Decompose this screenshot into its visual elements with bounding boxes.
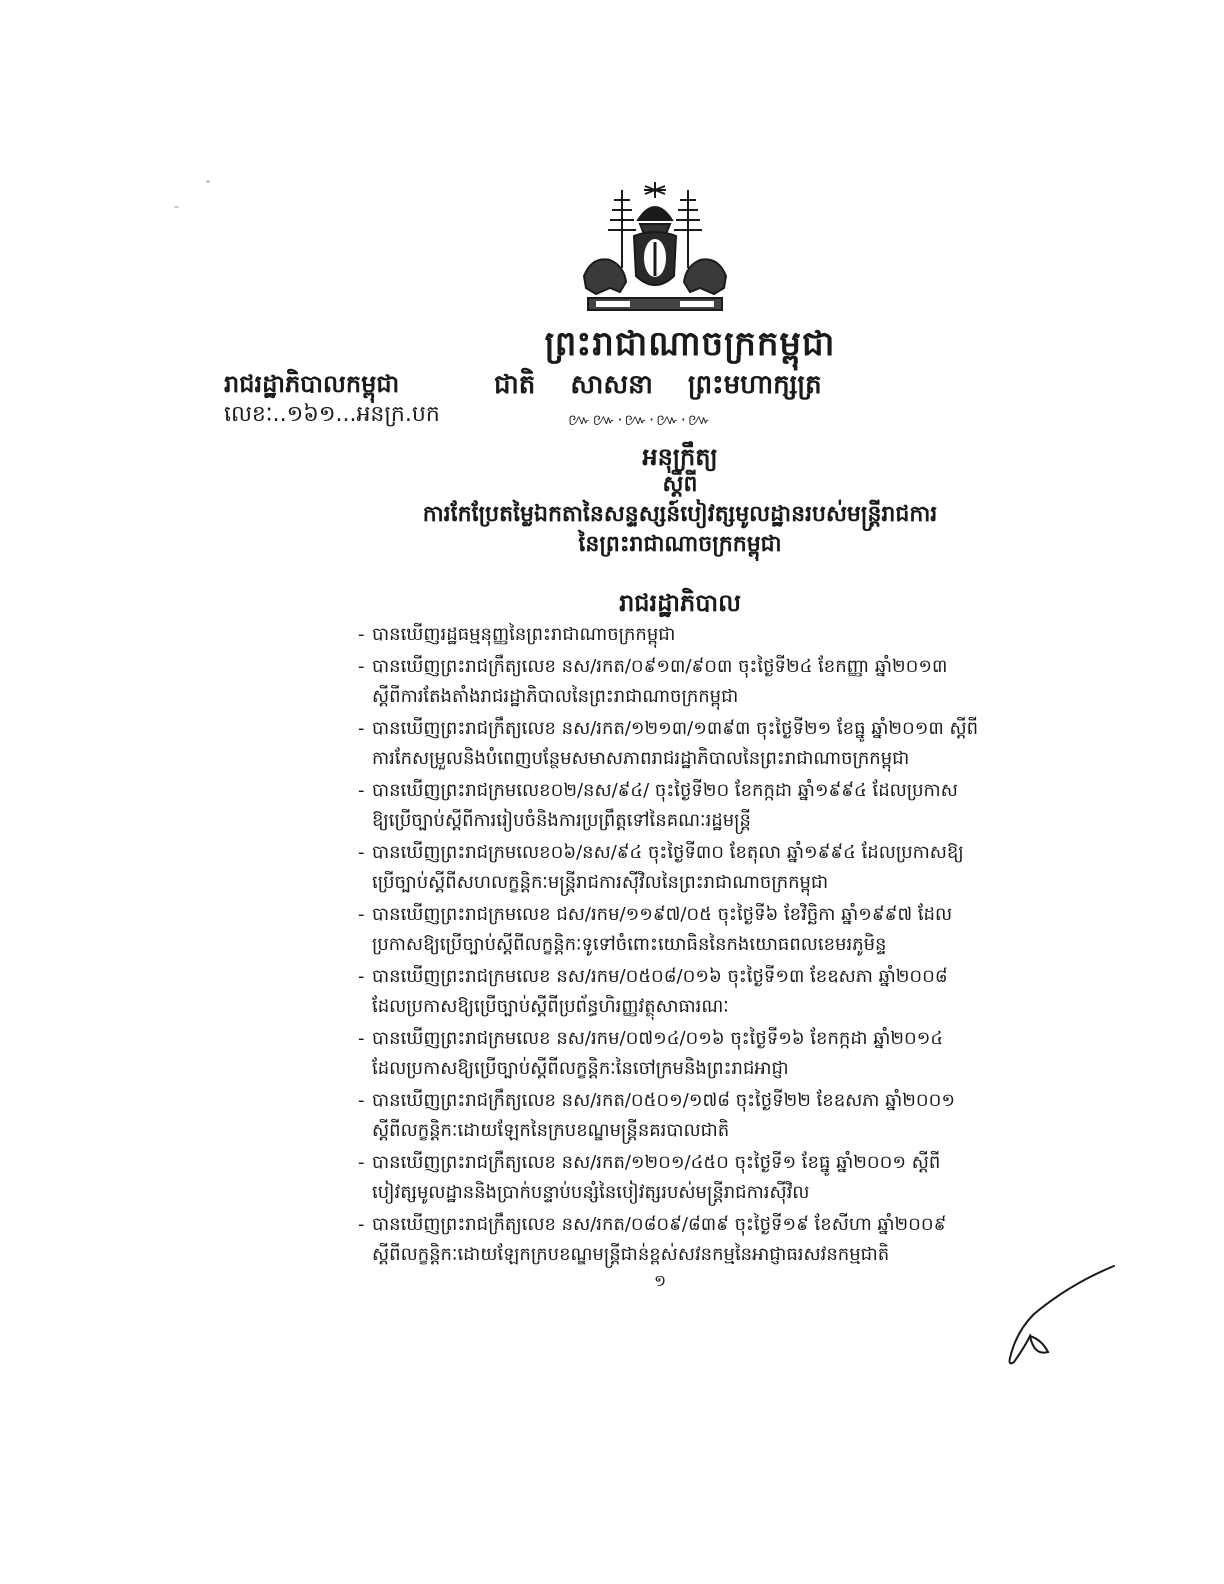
consideration-item	[358, 776, 1048, 836]
consideration-line: បៀវត្សមូលដ្ឋាននិងប្រាក់បន្ទាប់បន្សំនៃបៀវត្សរបស់មន្ត្រីរាជការស៊ីវិល	[372, 1182, 810, 1203]
considerations-list	[358, 620, 1048, 1272]
kingdom-title: ព្រះរាជាណាចក្រកម្ពុជា	[544, 324, 836, 364]
national-motto	[494, 368, 848, 406]
list-dash: -	[358, 780, 365, 801]
document-subject-line-2: នៃព្រះរាជាណាចក្រកម្ពុជា	[578, 532, 782, 557]
list-dash: -	[358, 1152, 365, 1173]
consideration-line: ស្តីពីលក្ខន្តិកៈដោយឡែកក្របខណ្ឌមន្ត្រីជាន់ខ្ពស់សវនកម្មនៃអាជ្ញាធរសវនកម្មជាតិ	[372, 1244, 890, 1265]
consideration-item	[358, 962, 1048, 1022]
motto-religion: សាសនា	[570, 370, 653, 400]
consideration-item	[358, 714, 1048, 774]
list-dash: -	[358, 842, 365, 863]
consideration-line: ឱ្យប្រើច្បាប់ស្តីពីការរៀបចំនិងការប្រព្រឹត្តទៅនៃគណៈរដ្ឋមន្ត្រី	[372, 810, 751, 831]
list-dash: -	[358, 1028, 365, 1049]
list-dash: -	[358, 1090, 365, 1111]
consideration-item	[358, 620, 1048, 650]
ornamental-divider: ៚៚·៚·៚·៚	[568, 410, 713, 429]
consideration-line: ប្រកាសឱ្យប្រើច្បាប់ស្តីពីលក្ខន្តិកៈទូទៅចំពោះយោធិននៃកងយោធពលខេមរភូមិន្ទ	[372, 934, 887, 955]
consideration-line: បានឃើញព្រះរាជក្រឹត្យលេខ នស/រកត/១២១៣/១៣៩៣ ចុះថ្ងៃទី២១ ខែធ្នូ ឆ្នាំ២០១៣ ស្តីពី	[372, 718, 979, 739]
royal-arms-emblem	[574, 176, 736, 318]
handwritten-initials-signature	[990, 1262, 1120, 1372]
consideration-item	[358, 900, 1048, 960]
list-dash: -	[358, 656, 365, 677]
consideration-line: បានឃើញព្រះរាជក្រមលេខ នស/រកម/០៥០៨/០១៦ ចុះថ្ងៃទី១៣ ខែឧសភា ឆ្នាំ២០០៨	[372, 966, 948, 987]
scan-speck	[206, 180, 210, 183]
consideration-item	[358, 652, 1048, 712]
consideration-line: បានឃើញរដ្ឋធម្មនុញ្ញនៃព្រះរាជាណាចក្រកម្ពុជា	[372, 624, 676, 645]
consideration-line: បានឃើញព្រះរាជក្រឹត្យលេខ នស/រកត/០៩១៣/៩០៣ ចុះថ្ងៃទី២៤ ខែកញ្ញា ឆ្នាំ២០១៣	[372, 656, 948, 677]
consideration-line: បានឃើញព្រះរាជក្រឹត្យលេខ នស/រកត/១២០១/៤៥០ ចុះថ្ងៃទី១ ខែធ្នូ ឆ្នាំ២០០១ ស្តីពី	[372, 1152, 941, 1173]
scan-speck	[174, 206, 179, 208]
motto-nation: ជាតិ	[494, 370, 536, 400]
consideration-item	[358, 1024, 1048, 1084]
list-dash: -	[358, 718, 365, 739]
consideration-line: បានឃើញព្រះរាជក្រមលេខ០២/នស/៩៤/ ចុះថ្ងៃទី២០ ខែកក្កដា ឆ្នាំ១៩៩៤ ដែលប្រកាស	[372, 780, 958, 801]
document-about: ស្តីពី	[662, 472, 698, 497]
issuing-authority-heading: រាជរដ្ឋាភិបាល	[619, 589, 741, 617]
consideration-line: បានឃើញព្រះរាជក្រមលេខ០៦/នស/៩៤ ចុះថ្ងៃទី៣០ ខែតុលា ឆ្នាំ១៩៩៤ ដែលប្រកាសឱ្យ	[372, 842, 964, 863]
list-dash: -	[358, 966, 365, 987]
consideration-line: ការកែសម្រួលនិងបំពេញបន្ថែមសមាសភាពរាជរដ្ឋាភិបាលនៃព្រះរាជាណាចក្រកម្ពុជា	[372, 748, 910, 769]
page-number: ១	[654, 1271, 667, 1290]
consideration-line: ដែលប្រកាសឱ្យប្រើច្បាប់ស្តីពីប្រព័ន្ធហិរញ្ញវត្ថុសាធារណៈ	[372, 996, 729, 1017]
consideration-item	[358, 1086, 1048, 1146]
consideration-item	[358, 1210, 1048, 1270]
consideration-line: ដែលប្រកាសឱ្យប្រើច្បាប់ស្តីពីលក្ខន្តិកៈនៃចៅក្រមនិងព្រះរាជអាជ្ញា	[372, 1058, 789, 1079]
issuing-government: រាជរដ្ឋាភិបាលកម្ពុជា	[224, 370, 400, 398]
consideration-line: បានឃើញព្រះរាជក្រឹត្យលេខ នស/រកត/០៨០៩/៨៣៩ ចុះថ្ងៃទី១៩ ខែសីហា ឆ្នាំ២០០៩	[372, 1214, 947, 1235]
consideration-item	[358, 1148, 1048, 1208]
consideration-line: បានឃើញព្រះរាជក្រឹត្យលេខ នស/រកត/០៥០១/១៧៨ ចុះថ្ងៃទី២២ ខែឧសភា ឆ្នាំ២០០១	[372, 1090, 956, 1111]
consideration-line: បានឃើញព្រះរាជក្រមលេខ នស/រកម/០៧១៤/០១៦ ចុះថ្ងៃទី១៦ ខែកក្កដា ឆ្នាំ២០១៤	[372, 1028, 944, 1049]
consideration-item	[358, 838, 1048, 898]
list-dash: -	[358, 624, 365, 645]
document-type: អនុក្រឹត្យ	[642, 443, 718, 471]
motto-king: ព្រះមហាក្សត្រ	[687, 370, 822, 400]
consideration-line: ប្រើច្បាប់ស្តីពីសហលក្ខន្តិកៈមន្ត្រីរាជការស៊ីវិលនៃព្រះរាជាណាចក្រកម្ពុជា	[372, 872, 829, 893]
consideration-line: បានឃើញព្រះរាជក្រមលេខ ជស/រកម/១១៩៧/០៥ ចុះថ្ងៃទី៦ ខែវិច្ឆិកា ឆ្នាំ១៩៩៧ ដែល	[372, 904, 953, 925]
consideration-line: ស្តីពីលក្ខន្តិកៈដោយឡែកនៃក្របខណ្ឌមន្ត្រីនគរបាលជាតិ	[372, 1120, 730, 1141]
consideration-line: ស្តីពីការតែងតាំងរាជរដ្ឋាភិបាលនៃព្រះរាជាណាចក្រកម្ពុជា	[372, 686, 739, 707]
reference-number: លេខៈ..១៦១...អនក្រ.បក	[224, 402, 440, 427]
list-dash: -	[358, 1214, 365, 1235]
list-dash: -	[358, 904, 365, 925]
document-subject-line-1: ការកែប្រែតម្លៃឯកតានៃសន្ទស្សន៍បៀវត្សមូលដ្ឋានរបស់មន្ត្រីរាជការ	[422, 502, 938, 527]
